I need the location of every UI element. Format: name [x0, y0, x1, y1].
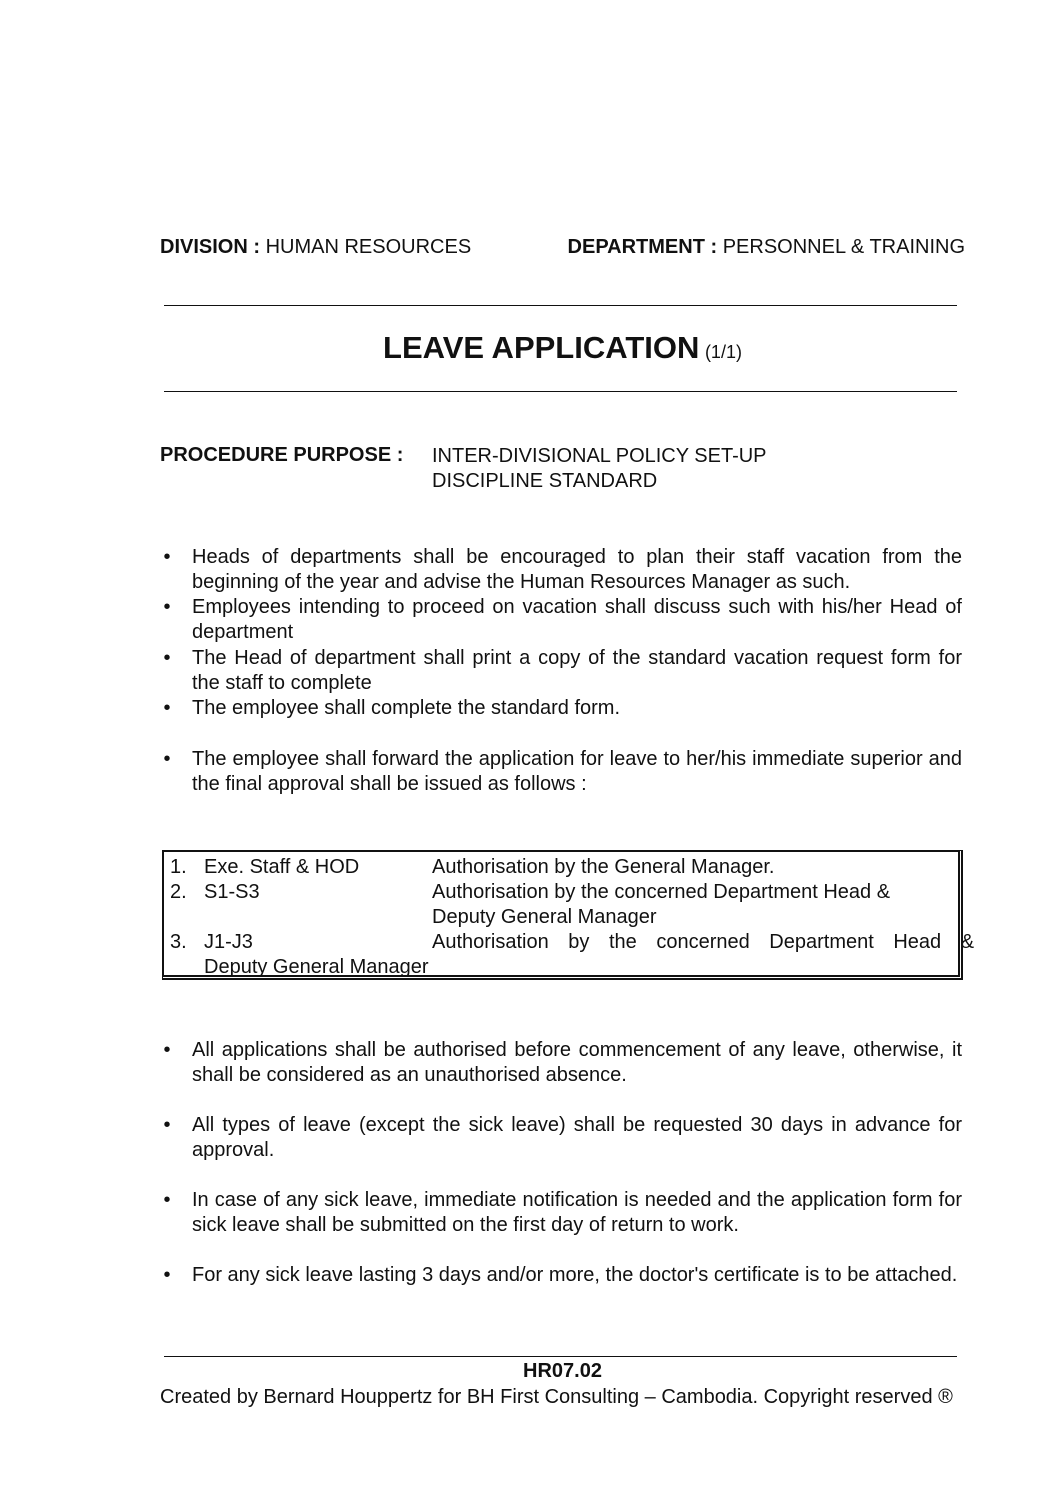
- list-item-text: For any sick leave lasting 3 days and/or more, the doctor's certificate is to be attached.: [192, 1264, 958, 1286]
- list-item: [160, 1038, 962, 1088]
- purpose-label: PROCEDURE PURPOSE :: [160, 444, 404, 466]
- list-item: [160, 747, 962, 797]
- row-authorisation: Authorisation by the concerned Department Head &: [432, 931, 975, 953]
- list-item: [160, 1263, 962, 1288]
- division-label: DIVISION :: [160, 236, 261, 258]
- list-item: [160, 545, 962, 595]
- purpose-lines: [432, 444, 767, 494]
- list-item: [160, 1188, 962, 1238]
- document-code: HR07.02: [523, 1360, 602, 1382]
- row-authorisation-cont: Deputy General Manager: [432, 906, 657, 928]
- title-page-number: (1/1): [704, 342, 742, 362]
- department-field: [568, 236, 965, 259]
- copyright-credit: Created by Bernard Houppertz for BH First Consulting – Cambodia. Copyright reserved ®: [160, 1386, 953, 1408]
- row-category: J1-J3: [204, 931, 253, 953]
- list-item-text: The employee shall complete the standard form.: [192, 697, 620, 719]
- bullet-icon: •: [163, 1264, 171, 1286]
- division-value: HUMAN RESOURCES: [265, 236, 472, 258]
- row-number: 2.: [170, 881, 187, 903]
- list-item-text: Employees intending to proceed on vacation shall discuss such with his/her Head of department: [192, 596, 962, 643]
- divider-top: [164, 305, 957, 306]
- row-number: 3.: [170, 931, 187, 953]
- list-item-text: Heads of departments shall be encouraged to plan their staff vacation from the beginning of the year and advise the Human Resources Manager as such.: [192, 546, 962, 593]
- list-item-text: In case of any sick leave, immediate notification is needed and the application form for sick leave shall be submitted on the first day of return to work.: [192, 1189, 962, 1236]
- department-value: PERSONNEL & TRAINING: [722, 236, 965, 258]
- bullet-icon: •: [163, 596, 171, 618]
- divider-title: [164, 391, 957, 392]
- bullet-icon: •: [163, 546, 171, 568]
- row-authorisation-justified: [432, 931, 975, 954]
- row-authorisation-cont: Deputy General Manager: [204, 956, 429, 978]
- divider-footer: [164, 1356, 957, 1357]
- row-number: 1.: [170, 856, 187, 878]
- bullet-icon: •: [163, 647, 171, 669]
- row-category: Exe. Staff & HOD: [204, 856, 360, 878]
- row-authorisation: Authorisation by the concerned Department Head &: [432, 881, 891, 903]
- approval-table: [162, 850, 975, 980]
- row-category: S1-S3: [204, 881, 260, 903]
- title-main: LEAVE APPLICATION: [383, 330, 700, 365]
- bullet-icon: •: [163, 1039, 171, 1061]
- list-item: [160, 646, 962, 696]
- bullet-icon: •: [163, 1189, 171, 1211]
- bullet-icon: •: [163, 1114, 171, 1136]
- list-item-text: All types of leave (except the sick leave) shall be requested 30 days in advance for approval.: [192, 1114, 962, 1161]
- purpose-line: DISCIPLINE STANDARD: [432, 470, 658, 492]
- list-item: [160, 1113, 962, 1163]
- list-item-text: All applications shall be authorised before commencement of any leave, otherwise, it shall be considered as an unauthorised absence.: [192, 1039, 962, 1086]
- bullet-icon: •: [163, 748, 171, 770]
- list-item: [160, 595, 962, 645]
- list-item-text: The employee shall forward the application for leave to her/his immediate superior and the final approval shall be issued as follows :: [192, 748, 962, 795]
- division-field: [160, 236, 471, 259]
- list-item-text: The Head of department shall print a copy of the standard vacation request form for the staff to complete: [192, 647, 962, 694]
- list-item: [160, 696, 962, 721]
- page-title: [160, 330, 965, 366]
- bullet-icon: •: [163, 697, 171, 719]
- department-label: DEPARTMENT :: [567, 236, 718, 258]
- header-line: [160, 236, 965, 259]
- purpose-line: INTER-DIVISIONAL POLICY SET-UP: [432, 445, 767, 467]
- row-authorisation: Authorisation by the General Manager.: [432, 856, 775, 878]
